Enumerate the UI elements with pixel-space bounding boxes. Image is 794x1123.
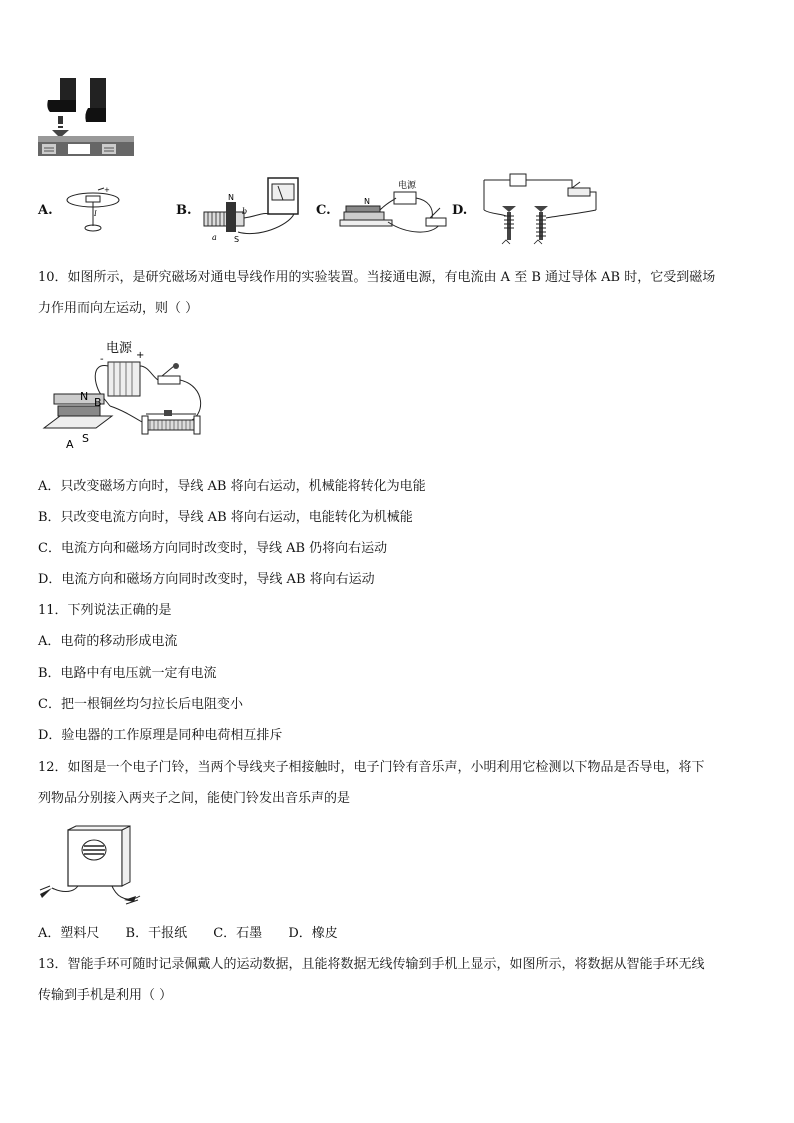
svg-text:I: I: [94, 210, 97, 218]
q11-option-c: C．把一根铜丝均匀拉长后电阻变小: [38, 697, 243, 712]
q12-option-d: D．橡皮: [288, 926, 338, 941]
q12-stem-line1: 12．如图是一个电子门铃，当两个导线夹子相接触时，电子门铃有音乐声，小明利用它检测以下物品是否导电，将下: [38, 760, 705, 775]
q12-option-c: C．石墨: [213, 926, 263, 941]
q9-figure-b-coil-galvanometer: [198, 176, 304, 246]
q10-n-label: N: [80, 390, 89, 403]
q10-power-label: 电源: [106, 341, 133, 356]
q10-option-a: A．只改变磁场方向时，导线 AB 将向右运动，机械能将转化为电能: [38, 479, 426, 494]
q13-stem-line1: 13．智能手环可随时记录佩戴人的运动数据，且能将数据无线传输到手机上显示，如图所示，将数据从智能手环无线: [38, 957, 705, 972]
q12-option-a: A．塑料尺: [38, 926, 100, 941]
b-n-label: N: [228, 193, 234, 202]
q11-option-a: A．电荷的移动形成电流: [38, 634, 178, 649]
q10-option-b: B．只改变电流方向时，导线 AB 将向右运动，电能转化为机械能: [38, 510, 413, 525]
q9-figure-d-electromagnets: [476, 170, 604, 252]
foot-step-figure: [38, 78, 138, 158]
q10-figure-magnetic-force-setup: [40, 336, 210, 456]
q12-figure-doorbell: [38, 824, 144, 908]
q9-option-c-label: C.: [316, 203, 331, 218]
q11-option-d: D．验电器的工作原理是同种电荷相互排斥: [38, 728, 283, 743]
q9-figure-a-rotating-loop: [58, 186, 128, 240]
q9-option-d-label: D.: [452, 203, 468, 218]
q10-b-label: B: [94, 396, 102, 409]
q9-figure-c-motor-setup: [336, 178, 452, 240]
q11-stem: 11．下列说法正确的是: [38, 603, 172, 618]
svg-text:+: +: [104, 186, 110, 194]
q9-option-a-label: A.: [38, 203, 53, 218]
c-power-label: 电源: [398, 181, 417, 191]
b-a-label: a: [212, 233, 217, 242]
q10-minus-label: -: [100, 354, 104, 365]
q12-option-b: B．干报纸: [125, 926, 188, 941]
q12-options-row: [38, 924, 360, 944]
q10-option-d: D．电流方向和磁场方向同时改变时，导线 AB 将向右运动: [38, 572, 375, 587]
q11-option-b: B．电路中有电压就一定有电流: [38, 666, 217, 681]
b-b-label: b: [242, 207, 248, 216]
c-n-label: N: [364, 197, 370, 206]
q10-a-label: A: [66, 438, 74, 451]
q10-s-label: S: [82, 432, 89, 445]
q10-plus-label: +: [136, 350, 145, 361]
q13-stem-line2: 传输到手机是利用（ ）: [38, 988, 173, 1003]
q9-option-b-label: B.: [176, 203, 192, 218]
q10-stem-line1: 10．如图所示，是研究磁场对通电导线作用的实验装置。当接通电源，有电流由 A 至 B 通过导体 AB 时，它受到磁场: [38, 270, 716, 285]
q12-stem-line2: 列物品分别接入两夹子之间，能使门铃发出音乐声的是: [38, 791, 351, 806]
q10-option-c: C．电流方向和磁场方向同时改变时，导线 AB 仍将向右运动: [38, 541, 388, 556]
q10-stem-line2: 力作用而向左运动，则（ ）: [38, 301, 199, 316]
b-s-label: S: [234, 235, 240, 244]
